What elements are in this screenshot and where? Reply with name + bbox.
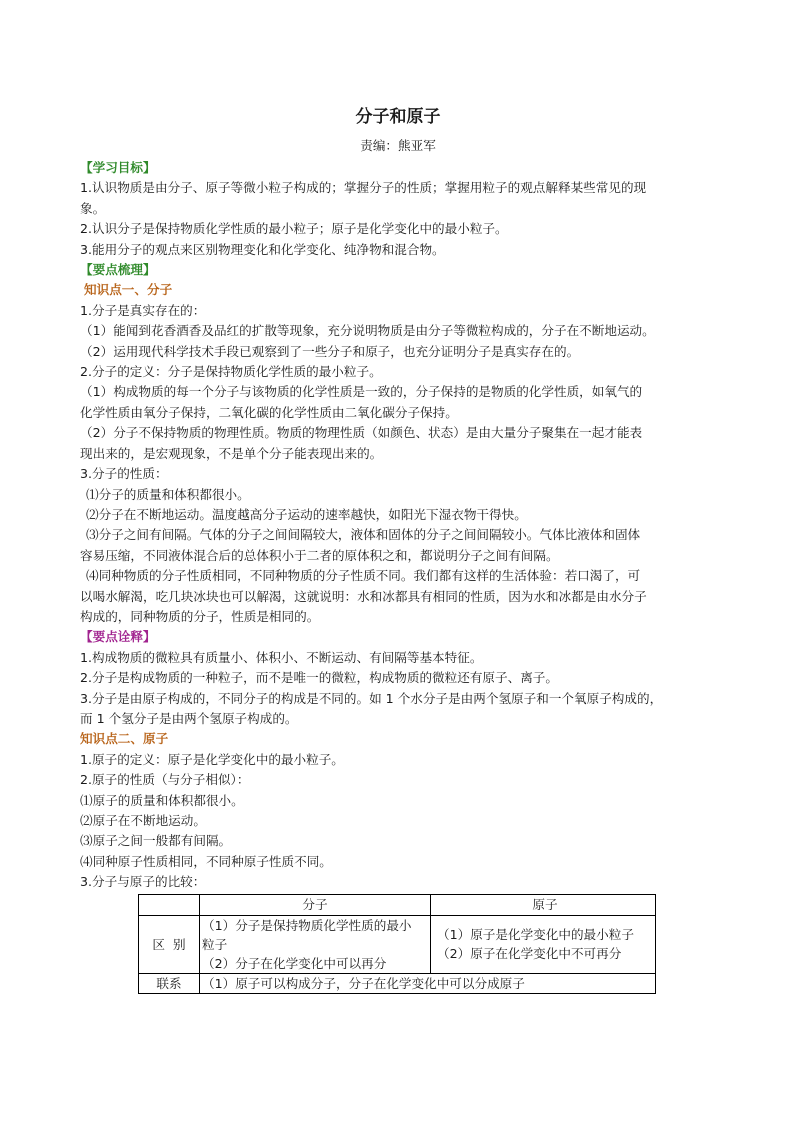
text-line: 1.原子的定义：原子是化学变化中的最小粒子。 [80, 751, 344, 767]
text-line: （2）运用现代科学技术手段已观察到了一些分子和原子，也充分证明分子是真实存在的。 [80, 343, 580, 359]
text-line: （2）分子不保持物质的物理性质。物质的物理性质（如颜色、状态）是由大量分子聚集在一起才能表 [80, 425, 643, 441]
text-line: （1）构成物质的每一个分子与该物质的化学性质是一致的，分子保持的是物质的化学性质，如氧气的 [80, 384, 643, 400]
text-line: 以喝水解渴，吃几块冰块也可以解渴，这就说明：水和冰都具有相同的性质，因为水和冰都是由水分子 [80, 588, 647, 604]
cell-line: （1）分子是保持物质化学性质的最小 [202, 917, 412, 933]
goal-line: 2.认识分子是保持物质化学性质的最小粒子；原子是化学变化中的最小粒子。 [80, 221, 508, 237]
cell-line: （2）分子在化学变化中可以再分 [202, 955, 387, 971]
comparison-table [138, 894, 656, 994]
text-line: ⑴分子的质量和体积都很小。 [86, 486, 250, 502]
text-line: 容易压缩，不同液体混合后的总体积小于二者的原体积之和，都说明分子之间有间隔。 [80, 547, 559, 563]
cell-molecule-difference [200, 915, 431, 973]
table-header-row [139, 894, 656, 915]
cell-line: （1）原子是化学变化中的最小粒子 [437, 927, 634, 943]
text-line: ⑶分子之间有间隔。气体的分子之间间隔较大，液体和固体的分子之间间隔较小。气体比液体和固体 [86, 527, 641, 543]
page-title: 分子和原子 [355, 107, 441, 127]
text-line: ⑴原子的质量和体积都很小。 [80, 792, 244, 808]
cell-line: （2）原子在化学变化中不可再分 [437, 946, 622, 962]
text-line: 3.分子是由原子构成的，不同分子的构成是不同的。如 1 个水分子是由两个氢原子和一个氧原子构成的， [80, 690, 663, 706]
text-line: 现出来的，是宏观现象，不是单个分子能表现出来的。 [80, 445, 383, 461]
cell-relation: （1）原子可以构成分子，分子在化学变化中可以分成原子 [200, 973, 656, 993]
table-row-difference [139, 915, 656, 973]
goal-line: 1.认识物质是由分子、原子等微小粒子构成的；掌握分子的性质；掌握用粒子的观点解释某些常见的现 [80, 180, 647, 196]
text-line: 3.分子与原子的比较： [80, 874, 206, 890]
text-line: 2.分子是构成物质的一种粒子，而不是唯一的微粒，构成物质的微粒还有原子、离子。 [80, 670, 558, 686]
text-line: 1.构成物质的微粒具有质量小、体积小、不断运动、有间隔等基本特征。 [80, 649, 483, 665]
table-row-relation [139, 973, 656, 993]
table-header-cell [139, 894, 200, 915]
goal-line: 3.能用分子的观点来区别物理变化和化学变化、纯净物和混合物。 [80, 241, 445, 257]
section-heading-goals: 【学习目标】 [80, 160, 156, 175]
text-line: 构成的，同种物质的分子，性质是相同的。 [80, 608, 320, 624]
text-line: 而 1 个氢分子是由两个氢原子构成的。 [80, 710, 298, 726]
text-line: 2.分子的定义：分子是保持物质化学性质的最小粒子。 [80, 364, 382, 380]
section-heading-key-points: 【要点梳理】 [80, 262, 156, 278]
text-line: 3.分子的性质： [80, 466, 168, 482]
table-header-molecule: 分子 [200, 894, 431, 915]
section-heading-explanation: 【要点诠释】 [80, 629, 156, 645]
row-label-relation: 联系 [139, 973, 200, 993]
text-line: ⑶原子之间一般都有间隔。 [80, 833, 232, 849]
text-line: ⑵原子在不断地运动。 [80, 813, 206, 828]
text-line: ⑵分子在不断地运动。温度越高分子运动的速率越快，如阳光下湿衣物干得快。 [86, 506, 527, 522]
table-header-atom: 原子 [431, 894, 656, 915]
cell-line: 粒子 [202, 936, 228, 952]
knowledge-point-1-heading: 知识点一、分子 [84, 282, 173, 298]
text-line: （1）能闻到花香酒香及品红的扩散等现象，充分说明物质是由分子等微粒构成的，分子在不断地运动。 [80, 323, 655, 339]
text-line: 化学性质由氧分子保持，二氧化碳的化学性质由二氧化碳分子保持。 [80, 404, 458, 420]
editor-credit: 责编：熊亚军 [360, 138, 436, 153]
cell-atom-difference [431, 915, 656, 973]
document-body [80, 104, 716, 994]
text-line: 2.原子的性质（与分子相似）： [80, 772, 250, 788]
row-label-difference: 区 别 [139, 915, 200, 973]
knowledge-point-2-heading: 知识点二、原子 [80, 731, 169, 747]
text-line: ⑷同种原子性质相同，不同种原子性质不同。 [80, 853, 332, 869]
text-line: 1.分子是真实存在的： [80, 302, 206, 318]
text-line: ⑷同种物质的分子性质相同，不同种物质的分子性质不同。我们都有这样的生活体验：若口渴了，可 [86, 568, 641, 584]
goal-line: 象。 [80, 200, 106, 216]
